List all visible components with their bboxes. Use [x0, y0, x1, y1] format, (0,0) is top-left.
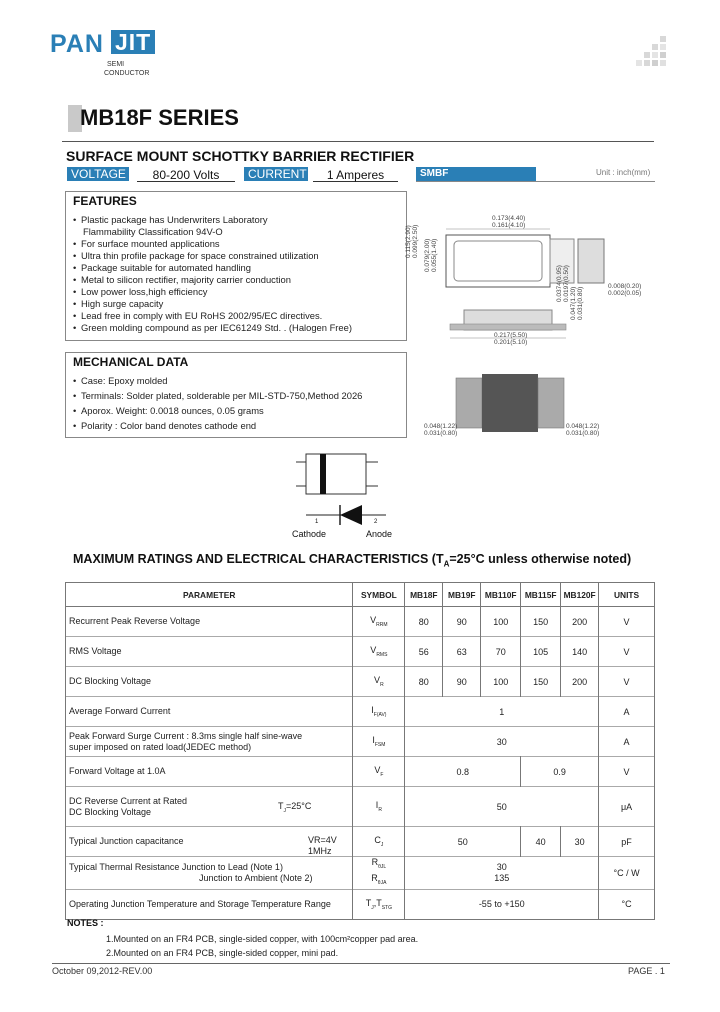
unit-cell: °C / W	[599, 857, 655, 890]
mechanical-list	[73, 375, 362, 435]
col-header: MB19F	[443, 583, 481, 607]
logo-subtitle	[104, 60, 149, 78]
list-item: • Case: Epoxy molded	[73, 375, 168, 386]
col-header: PARAMETER	[66, 583, 353, 607]
value-cell: 90	[443, 607, 481, 637]
value-cell: 50	[405, 787, 599, 827]
value-cell: 30 135	[405, 857, 599, 890]
footer-date: October 09,2012-REV.00	[52, 966, 153, 976]
param-cell: Typical Junction capacitance VR=4V 1MHz	[66, 827, 353, 857]
value-cell: 50	[405, 827, 521, 857]
unit-cell: V	[599, 757, 655, 787]
logo-pan: PAN	[50, 30, 104, 58]
unit-cell: V	[599, 607, 655, 637]
logo-sub-line1: SEMI	[107, 61, 125, 68]
value-cell: 1	[405, 697, 599, 727]
param-cell: Peak Forward Surge Current : 8.3ms single half sine-wave super imposed on rated load(JEDEC method)	[66, 727, 353, 757]
col-header: MB115F	[521, 583, 561, 607]
list-item: • Polarity : Color band denotes cathode end	[73, 420, 257, 431]
list-item: • Lead free in comply with EU RoHS 2002/95/EC directives.	[73, 310, 323, 321]
param-cell: Recurrent Peak Reverse Voltage	[66, 607, 353, 637]
list-item: • Ultra thin profile package for space constrained utilization	[73, 250, 319, 261]
unit-cell: A	[599, 727, 655, 757]
symbol-cell: $V_F$	[353, 757, 405, 787]
col-header: MB110F	[481, 583, 521, 607]
symbol-cell: $I_R$	[353, 787, 405, 827]
dim-left-height: 0.115(2.90) 0.099(2.50)	[405, 224, 419, 258]
param-cell: DC Blocking Voltage	[66, 667, 353, 697]
value-cell: 70	[481, 637, 521, 667]
decorative-dots-icon	[634, 36, 668, 70]
current-value: 1 Amperes	[313, 168, 398, 182]
table-row	[66, 827, 655, 857]
param-cell: RMS Voltage	[66, 637, 353, 667]
col-header: SYMBOL	[353, 583, 405, 607]
param-cell: DC Reverse Current at Rated DC Blocking Voltage $T_J=25^\circ C$	[66, 787, 353, 827]
col-header: MB120F	[561, 583, 599, 607]
features-title: FEATURES	[73, 194, 137, 208]
param-cell: Average Forward Current	[66, 697, 353, 727]
table-row	[66, 637, 655, 667]
list-item: • Package suitable for automated handling	[73, 262, 251, 273]
value-cell: 30	[405, 727, 599, 757]
table-row	[66, 787, 655, 827]
value-cell: 0.9	[521, 757, 599, 787]
list-item: • Aporox. Weight: 0.0018 ounces, 0.05 grams	[73, 405, 264, 416]
col-header: UNITS	[599, 583, 655, 607]
cathode-label: Cathode	[292, 529, 327, 539]
anode-label: Anode	[366, 529, 393, 539]
value-cell: -55 to +150	[405, 889, 599, 919]
value-cell: 0.8	[405, 757, 521, 787]
max-ratings-title: MAXIMUM RATINGS AND ELECTRICAL CHARACTERISTICS ($T_A=25^\circ C$ unless otherwise noted)	[73, 552, 632, 569]
table-row	[66, 857, 655, 890]
unit-cell: pF	[599, 827, 655, 857]
value-cell: 90	[443, 667, 481, 697]
voltage-value: 80-200 Volts	[137, 168, 235, 182]
value-cell: 150	[521, 607, 561, 637]
voltage-label: VOLTAGE	[67, 167, 129, 181]
list-item: • Plastic package has Underwriters Laboratory	[73, 214, 268, 225]
symbol-cell: $C_J$	[353, 827, 405, 857]
value-cell: 200	[561, 607, 599, 637]
symbol-cell: $V_{RMS}$	[353, 637, 405, 667]
ratings-table	[65, 582, 655, 920]
symbol-cell: $R_{\theta JL}$ $R_{\theta JA}$	[353, 857, 405, 890]
value-cell: 200	[561, 667, 599, 697]
unit-cell: A	[599, 697, 655, 727]
dim-top-width: 0.173(4.40) 0.161(4.10)	[492, 215, 526, 229]
condition-text: $T_J=25^\circ C$	[278, 801, 312, 814]
table-row	[66, 889, 655, 919]
table-row	[66, 607, 655, 637]
title-rule	[62, 141, 654, 142]
table-row	[66, 727, 655, 757]
symbol-cell: $I_{FSM}$	[353, 727, 405, 757]
logo-jit: JIT	[111, 30, 155, 54]
pin-1-label: 1	[315, 519, 319, 525]
unit-cell: V	[599, 637, 655, 667]
value-cell: 140	[561, 637, 599, 667]
value-cell: 150	[521, 667, 561, 697]
page-subtitle: SURFACE MOUNT SCHOTTKY BARRIER RECTIFIER	[66, 148, 415, 164]
value-cell: 30	[561, 827, 599, 857]
list-item: • Low power loss,high efficiency	[73, 286, 208, 297]
value-cell: 80	[405, 607, 443, 637]
unit-cell: °C	[599, 889, 655, 919]
features-list	[73, 214, 352, 334]
value-cell: 63	[443, 637, 481, 667]
current-label: CURRENT	[244, 167, 308, 181]
footer-page: PAGE . 1	[628, 966, 665, 976]
list-item: Flammability Classification 94V-O	[83, 226, 223, 237]
dim-package-height: 0.047(1.20) 0.031(0.80)	[570, 286, 584, 320]
symbol-cell: $V_{RRM}$	[353, 607, 405, 637]
unit-cell: V	[599, 667, 655, 697]
dim-body-height: 0.079(2.00) 0.055(1.40)	[424, 238, 438, 272]
notes-title: NOTES :	[67, 918, 104, 928]
symbol-cell: $T_J,T_{STG}$	[353, 889, 405, 919]
table-row	[66, 757, 655, 787]
pin-2-label: 2	[374, 519, 378, 525]
unit-note: Unit : inch(mm)	[596, 168, 651, 177]
value-cell: 40	[521, 827, 561, 857]
dim-overall-length: 0.217(5.50) 0.201(5.10)	[494, 332, 528, 346]
logo-sub-line2: CONDUCTOR	[104, 70, 150, 77]
table-row	[66, 667, 655, 697]
package-rule	[416, 181, 655, 182]
list-item: • High surge capacity	[73, 298, 164, 309]
value-cell: 56	[405, 637, 443, 667]
note-2: 2.Mounted on an FR4 PCB, single-sided copper, mini pad.	[106, 948, 339, 958]
value-cell: 105	[521, 637, 561, 667]
table-row	[66, 697, 655, 727]
list-item: • Metal to silicon rectifier, majority carrier conduction	[73, 274, 291, 285]
value-cell: 80	[405, 667, 443, 697]
diode-package-icon	[296, 450, 386, 500]
value-cell: 100	[481, 667, 521, 697]
package-label: SMBF	[416, 167, 536, 181]
footer-rule	[52, 963, 670, 964]
page-title: MB18F SERIES	[80, 105, 239, 130]
value-cell: 100	[481, 607, 521, 637]
condition-text: VR=4V 1MHz	[308, 835, 337, 856]
dim-lead-length: 0.0374(0.95) 0.0197(0.50)	[556, 265, 570, 302]
table-header-row	[66, 583, 655, 607]
note-1: 1.Mounted on an FR4 PCB, single-sided copper, with 100cm²copper pad area.	[106, 934, 419, 944]
package-top-view	[440, 225, 610, 295]
param-cell: Forward Voltage at 1.0A	[66, 757, 353, 787]
list-item: • For surface mounted applications	[73, 238, 220, 249]
unit-cell: μA	[599, 787, 655, 827]
param-cell: Operating Junction Temperature and Storage Temperature Range	[66, 889, 353, 919]
col-header: MB18F	[405, 583, 443, 607]
dim-footprint-right: 0.048(1.22) 0.031(0.80)	[566, 423, 600, 437]
symbol-cell: $V_R$	[353, 667, 405, 697]
symbol-cell: $I_{F(AV)}$	[353, 697, 405, 727]
mechanical-title: MECHANICAL DATA	[73, 355, 189, 369]
dim-lead-thickness: 0.008(0.20) 0.002(0.05)	[608, 283, 642, 297]
dim-footprint-left: 0.048(1.22) 0.031(0.80)	[424, 423, 458, 437]
list-item: • Terminals: Solder plated, solderable per MIL-STD-750,Method 2026	[73, 390, 363, 401]
param-cell: Typical Thermal Resistance Junction to Lead (Note 1) Junction to Ambient (Note 2)	[66, 857, 353, 890]
list-item: • Green molding compound as per IEC61249 Std. . (Halogen Free)	[73, 322, 352, 333]
